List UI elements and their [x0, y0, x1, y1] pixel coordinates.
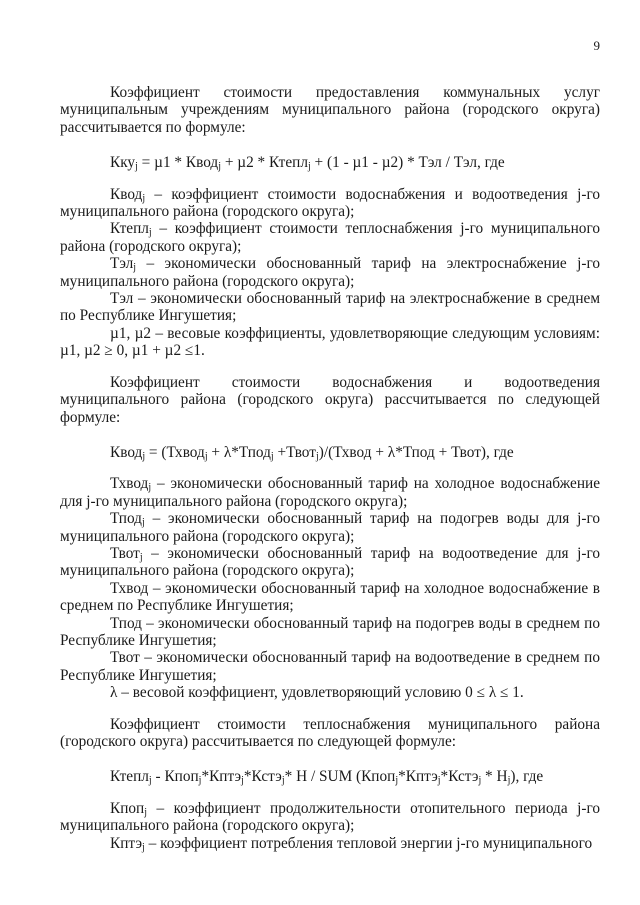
definition-paragraph: Тэл$_j$ – экономически обоснованный тариф на электроснабжение j-го муниципального района (городского округа);	[60, 255, 600, 290]
definition-paragraph: Тпод$_j$ – экономически обоснованный тариф на подогрев воды для j-го муниципального района (городского округа);	[60, 510, 600, 545]
formula: Квод$_j$ = (Тхвод$_j$ + λ*Тпод$_j$ +Твот$_j$)/(Тхвод + λ*Тпод + Твот), где	[110, 443, 514, 462]
definition-paragraph: Ктепл$_j$ – коэффициент стоимости теплоснабжения j-го муниципального района (городского округа);	[60, 220, 600, 255]
definition-paragraph: Тхвод$_j$ – экономически обоснованный тариф на холодное водоснабжение для j-го муниципального района (городского округа);	[60, 475, 600, 510]
intro-paragraph: Коэффициент стоимости предоставления коммунальных услуг муниципальным учреждениям муниципального района (городского округа) рассчитывается по формуле:	[60, 84, 600, 136]
definition-paragraph: Тхвод – экономически обоснованный тариф на холодное водоснабжение в среднем по Республике Ингушетия;	[60, 579, 600, 615]
definition-paragraph: Тпод – экономически обоснованный тариф на подогрев воды в среднем по Республике Ингушетия;	[60, 614, 600, 649]
formula: Ктепл$_j$ - Кпоп$_j$*Кптэ$_j$*Кстэ$_j$* Н / SUM (Кпоп$_j$*Кптэ$_j$*Кстэ$_j$ * $Н_j$), где	[110, 768, 544, 787]
intro-paragraph: Коэффициент стоимости теплоснабжения муниципального района (городского округа) рассчитывается по следующей формуле:	[60, 715, 600, 750]
intro-paragraph: Коэффициент стоимости водоснабжения и водоотведения муниципального района (городского округа) рассчитывается по следующей формуле:	[60, 373, 600, 426]
paragraph-gap	[60, 360, 600, 374]
page-number: 9	[593, 38, 600, 53]
definition-paragraph: Кптэ$_j$ – коэффициент потребления тепловой энергии j-го муниципального	[110, 834, 593, 853]
definition-paragraph: Твот$_j$ – экономически обоснованный тариф на водоотведение для j-го муниципального района (городского округа);	[60, 544, 600, 580]
formula: Кку$_j$ = µ1 * Квод$_j$ + µ2 * Ктепл$_j$ + (1 - µ1 - µ2) * Тэл / Тэл, где	[110, 154, 505, 173]
definition-paragraph: Кпоп$_j$ – коэффициент продолжительности отопительного периода j-го муниципального района (городского округа);	[60, 799, 600, 835]
document-body	[60, 84, 600, 852]
definition-paragraph: λ – весовой коэффициент, удовлетворяющий условию 0 ≤ λ ≤ 1.	[110, 684, 524, 702]
definition-paragraph: Тэл – экономически обоснованный тариф на электроснабжение в среднем по Республике Ингушетия;	[60, 290, 600, 325]
definition-paragraph: Твот – экономически обоснованный тариф на водоотведение в среднем по Республике Ингушетия;	[60, 649, 600, 684]
definition-paragraph: Квод$_j$ – коэффициент стоимости водоснабжения и водоотведения j-го муниципального района (городского округа);	[60, 185, 600, 221]
definition-paragraph: µ1, µ2 – весовые коэффициенты, удовлетворяющие следующим условиям: µ1, µ2 ≥ 0, µ1 + µ2 ≤1.	[60, 324, 600, 360]
paragraph-gap	[60, 702, 600, 716]
